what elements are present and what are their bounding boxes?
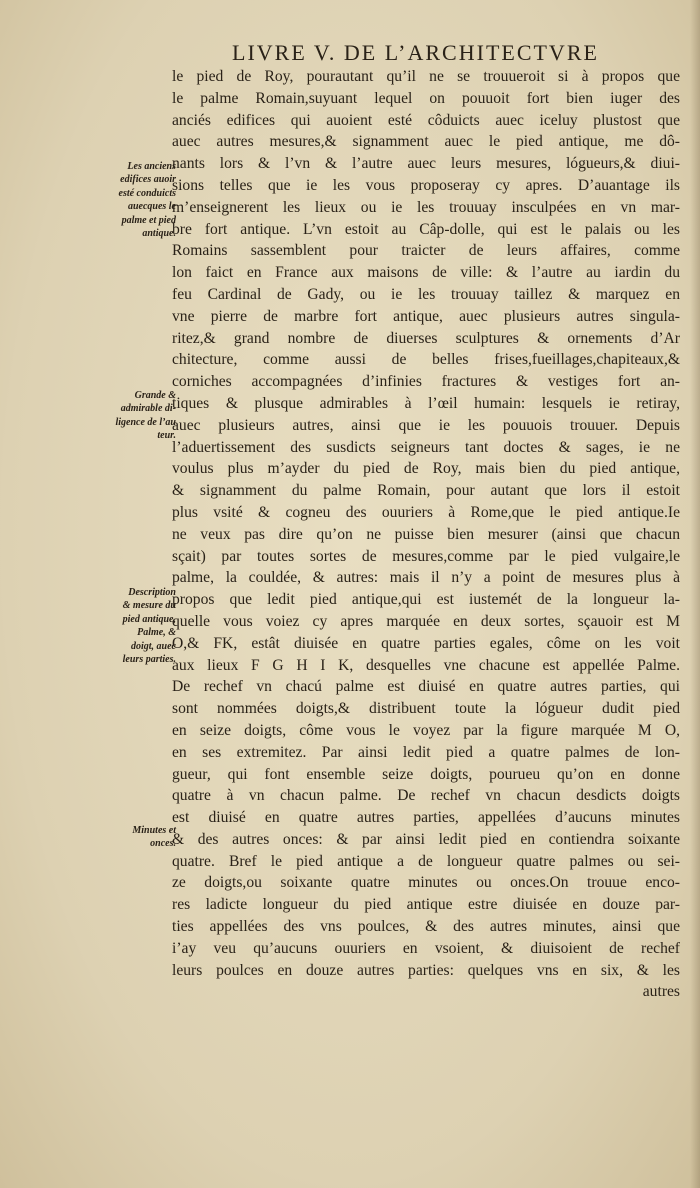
body-line: De rechef vn chacú palme est diuisé en quatre autres parties, qui <box>172 678 680 696</box>
margin-note-line: Palme, & <box>137 627 176 639</box>
margin-note-author-diligence <box>84 389 176 443</box>
body-line: Romains sassemblent pour traicter de leurs affaires, comme <box>172 242 680 260</box>
body-line: tiques & plusque admirables à l’œil humain: lesquels ie retiray, <box>172 394 680 412</box>
body-line: palme, la couldée, & autres: mais il n’y a point de mesures plus à <box>172 569 680 587</box>
body-line: res ladicte longueur du pied antique estre diuisée en douze par- <box>172 896 680 914</box>
body-line: autres <box>642 983 680 1001</box>
body-line: ze doigts,ou soixante quatre minutes ou onces.On trouue enco- <box>172 874 680 892</box>
margin-note-line: Minutes et <box>132 825 176 836</box>
body-line: bre fort antique. L’vn estoit au Câp-dolle, qui est le palais ou les <box>172 220 680 238</box>
body-line: corniches accompagnées d’infinies fractures & vestiges fort an- <box>172 373 680 391</box>
body-line: le pied de Roy, pourautant qu’il ne se trouueroit si à propos que <box>172 68 680 85</box>
body-line: propos que ledit pied antique,qui est iustemét de la longueur la- <box>172 591 680 609</box>
margin-note-line: Les anciens <box>127 161 176 172</box>
margin-note-line: Description <box>128 587 176 598</box>
margin-note-line: ligence de l’au <box>115 416 176 428</box>
body-line: ne veux pas dire qu’on ne puisse bien mesurer (ainsi que chacun <box>172 525 680 543</box>
body-line: ritez,& grand nombre de diuerses sculptures & ornements d’Ar <box>172 329 680 347</box>
margin-note-line: & mesure du <box>122 600 176 612</box>
body-line: leurs poulces en douze autres parties: quelques vns en six, & les <box>172 961 680 979</box>
body-line: plus vsité & cogneu des ouuriers à Rome,que le pied antique.Ie <box>172 503 680 521</box>
margin-note-line: palme et pied <box>121 214 176 226</box>
margin-note-line: Grande & <box>134 390 176 401</box>
margin-note-line: admirable di- <box>120 403 176 415</box>
margin-note-line: esté conduicts <box>118 187 176 199</box>
body-line: & signamment du palme Romain, pour autant que lors il estoit <box>172 482 680 500</box>
page-edge-shadow <box>690 0 700 1188</box>
body-line: en ses extremitez. Par ainsi ledit pied a quatre palmes de lon- <box>172 743 680 761</box>
body-line: chitecture, comme aussi de belles frises,fueillages,chapiteaux,& <box>172 351 680 369</box>
body-line: gueur, qui font ensemble seize doigts, pourueu qu’on en donne <box>172 765 680 783</box>
body-line: l’aduertissement des susdicts seigneurs tant doctes & sages, ie ne <box>172 438 680 456</box>
body-line: sçait) par toutes sortes de mesures,comme par le pied vulgaire,le <box>172 547 680 565</box>
margin-note-line: leurs parties. <box>122 654 176 666</box>
margin-note-minutes-ounces <box>84 824 176 851</box>
body-line: feu Cardinal de Gady, ou ie les trouuay taillez & marquez en <box>172 285 680 303</box>
margin-note-line: onces. <box>150 838 176 850</box>
margin-note-line: edifices auoir <box>120 174 176 186</box>
body-line: O,& FK, estât diuisée en quatre parties egales, côme on les voit <box>172 634 680 652</box>
body-line: est diuisé en quatre autres parties, appellées d’aucuns minutes <box>172 809 680 827</box>
body-line: m’enseignerent les lieux ou ie les trouuay insculpées en vn mar- <box>172 198 680 216</box>
margin-note-description-measure <box>84 586 176 666</box>
body-line: en seize doigts, côme vous le voyez par la figure marquée M O, <box>172 721 680 739</box>
body-line: quatre. Bref le pied antique a de longueur quatre palmes ou sei- <box>172 852 680 870</box>
margin-note-line: auecques le <box>127 201 176 213</box>
margin-note-line: doigt, auec <box>131 640 176 652</box>
body-line: nants lors & l’vn & l’autre auec leurs mesures, lógueurs,& diui- <box>172 155 680 173</box>
body-line: auec plusieurs autres, ainsi que ie les pouuois trouuer. Depuis <box>172 416 680 434</box>
body-line: quelle vous voiez cy apres marquée en deux sortes, sçauoir est M <box>172 612 680 630</box>
body-line: ties appellées des vns poulces, & des autres minutes, ainsi que <box>172 918 680 936</box>
body-line: sont nommées doigts,& distribuent toute la lógueur dudit pied <box>172 700 680 718</box>
body-line: sions telles que ie les vous proposeray cy apres. D’auantage ils <box>172 176 680 194</box>
body-line: auec autres mesures,& signamment auec le pied antique, me dô- <box>172 133 680 151</box>
body-text <box>172 66 680 1003</box>
body-line: aux lieux F G H I K, desquelles vne chacune est appellée Palme. <box>172 656 680 674</box>
margin-note-ancient-buildings <box>84 160 176 240</box>
body-line: lon faict en France aux maisons de ville: & l’autre au iardin du <box>172 264 680 282</box>
body-line: le palme Romain,suyuant lequel on pouuoit fort bien iuger des <box>172 89 680 107</box>
margin-note-line: antique. <box>142 228 176 240</box>
body-line: & des autres onces: & par ainsi ledit pied en contiendra soixante <box>172 830 680 848</box>
running-head: LIVRE V. DE L’ARCHITECTVRE <box>232 40 599 65</box>
body-line: voulus plus m’ayder du pied de Roy, mais bien du pied antique, <box>172 460 680 478</box>
body-line: i’ay veu qu’aucuns ouuriers en vsoient, & diuisoient de rechef <box>172 939 680 957</box>
margin-note-line: pied antique, <box>122 613 176 625</box>
body-line: anciés edifices qui auoient esté côduicts auec iceluy plustost que <box>172 111 680 129</box>
margin-note-line: teur. <box>157 430 176 442</box>
body-line: quatre à vn chacun palme. De rechef vn chacun desdicts doigts <box>172 787 680 805</box>
body-line: vne pierre de marbre fort antique, auec plusieurs autres singula- <box>172 307 680 325</box>
